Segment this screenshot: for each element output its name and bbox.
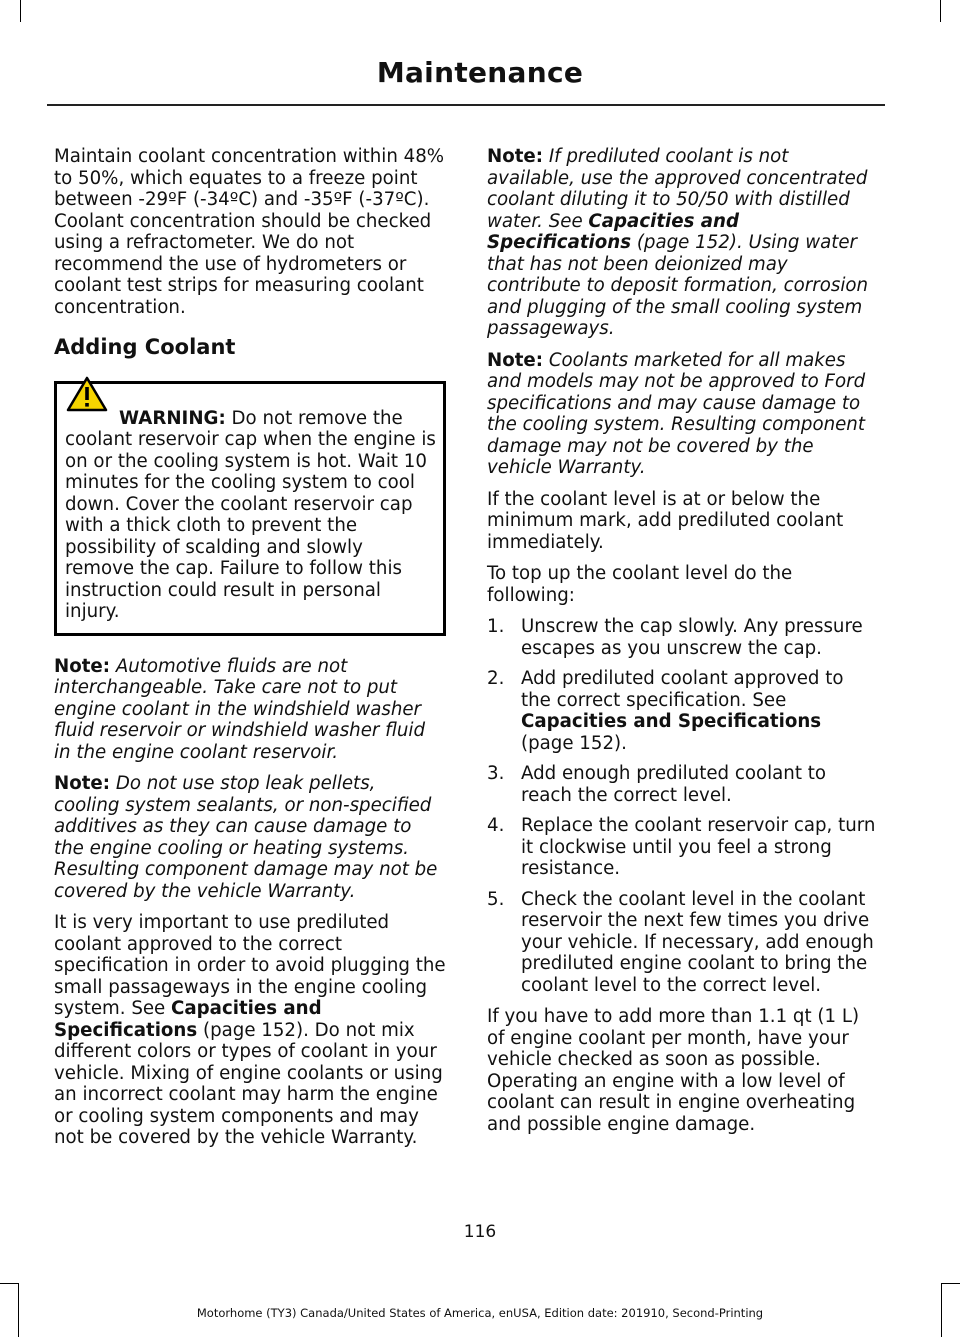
warning-body: Do not remove the coolant reservoir cap when the engine is on or the cooling system is hot. Wait 10 minutes for the cooling system to cool down. Cover the coolant reservoir cap with a thick cloth to prevent the possibility of scalding and slowly remove the cap. Failure to follow this instruction could result in personal injury. — [65, 407, 436, 622]
step-number: 1. — [487, 616, 505, 637]
list-item — [487, 763, 879, 806]
section-heading: Adding Coolant — [54, 335, 236, 359]
note-paragraph — [54, 656, 446, 764]
step-text: Check the coolant level in the coolant reservoir the next few times you drive your vehicle. If necessary, add enough prediluted engine coolant to bring the coolant level to the correct level. — [521, 888, 874, 996]
step-number: 4. — [487, 815, 505, 836]
note-text: Do not use stop leak pellets, cooling system sealants, or non-specified additives as they can cause damage to the engine cooling or heating systems. Resulting component damage may not be covered by the vehicle Warranty. — [54, 773, 438, 902]
step-number: 3. — [487, 763, 505, 784]
note-label: Note: — [487, 349, 544, 371]
note-label: Note: — [54, 773, 111, 794]
body-paragraph: To top up the coolant level do the following: — [487, 563, 793, 606]
note-label: Note: — [487, 146, 544, 167]
step-text: Unscrew the cap slowly. Any pressure escapes as you unscrew the cap. — [521, 616, 863, 659]
body-paragraph: If the coolant level is at or below the minimum mark, add prediluted coolant immediately. — [487, 488, 844, 553]
capacities-link[interactable]: Capacities and Specifications — [54, 998, 322, 1041]
steps-list — [487, 616, 879, 996]
page-number: 116 — [463, 1222, 497, 1242]
step-number: 5. — [487, 888, 505, 910]
crop-mark-top-right — [940, 0, 941, 22]
left-column — [54, 146, 446, 1159]
list-item — [487, 616, 879, 659]
warning-text — [65, 408, 437, 623]
note-text: (page 152). Using water that has not been deionized may contribute to deposit formation, corrosion and plugging of the small cooling system passageways. — [487, 232, 869, 339]
capacities-link[interactable]: Capacities and Specifications — [487, 210, 740, 253]
intro-paragraph: Maintain coolant concentration within 48% to 50%, which equates to a freeze point between -29ºF (-34ºC) and -35ºF (-37ºC). Coolant concentration should be checked using a refractometer. We do not recommend the use of hydrometers or coolant test strips for measuring coolant concentration. — [54, 146, 445, 318]
step-number: 2. — [487, 668, 505, 689]
list-item — [487, 668, 879, 754]
step-text: Replace the coolant reservoir cap, turn it clockwise until you feel a strong resistance. — [521, 815, 876, 879]
note-paragraph — [487, 350, 879, 479]
step-text: (page 152). — [521, 732, 627, 754]
warning-box — [54, 381, 446, 636]
note-paragraph — [54, 773, 446, 902]
capacities-link[interactable]: Capacities and Specifications — [521, 711, 822, 732]
crop-mark-bottom-right-h — [941, 1283, 960, 1284]
paragraph-text: It is very important to use prediluted coolant approved to the correct specification in order to avoid plugging the small passageways in the engine cooling system. See — [54, 912, 446, 1019]
warning-triangle-icon — [66, 376, 108, 412]
crop-mark-top-left — [20, 0, 21, 22]
coolant-importance-paragraph — [54, 912, 446, 1149]
body-paragraph: If you have to add more than 1.1 qt (1 L) of engine coolant per month, have your vehicle checked as soon as possible. Operating an engine with a low level of coolant can result in engine overheating and possible engine damage. — [487, 1006, 860, 1135]
paragraph-text: (page 152). Do not mix different colors or types of coolant in your vehicle. Mixing of engine coolants or using an incorrect coolant may harm the engine or cooling system components and may not be covered by the vehicle Warranty. — [54, 1019, 443, 1148]
step-text: Add enough prediluted coolant to reach the correct level. — [521, 763, 827, 806]
note-text: Automotive fluids are not interchangeable. Take care not to put engine coolant in the windshield washer fluid reservoir or windshield washer fluid in the engine coolant reservoir. — [54, 655, 426, 763]
header-divider — [47, 104, 885, 106]
right-column — [487, 146, 879, 1145]
crop-mark-bottom-left-h — [0, 1283, 18, 1284]
footer-edition-text: Motorhome (TY3) Canada/United States of America, enUSA, Edition date: 201910, Second-Printing — [196, 1306, 764, 1320]
page-title: Maintenance — [376, 56, 584, 89]
list-item — [487, 889, 879, 997]
note-text: Coolants marketed for all makes and models may not be approved to Ford specifications and may cause damage to the cooling system. Resulting component damage may not be covered by the vehicle Warranty. — [487, 349, 866, 478]
note-text: If prediluted coolant is not available, use the approved concentrated coolant diluting it to 50/50 with distilled water. See — [487, 146, 868, 232]
list-item — [487, 815, 879, 880]
warning-label: WARNING: — [119, 407, 226, 429]
note-paragraph — [487, 146, 879, 340]
note-label: Note: — [54, 655, 111, 677]
step-text: Add prediluted coolant approved to the correct specification. See — [521, 668, 844, 711]
